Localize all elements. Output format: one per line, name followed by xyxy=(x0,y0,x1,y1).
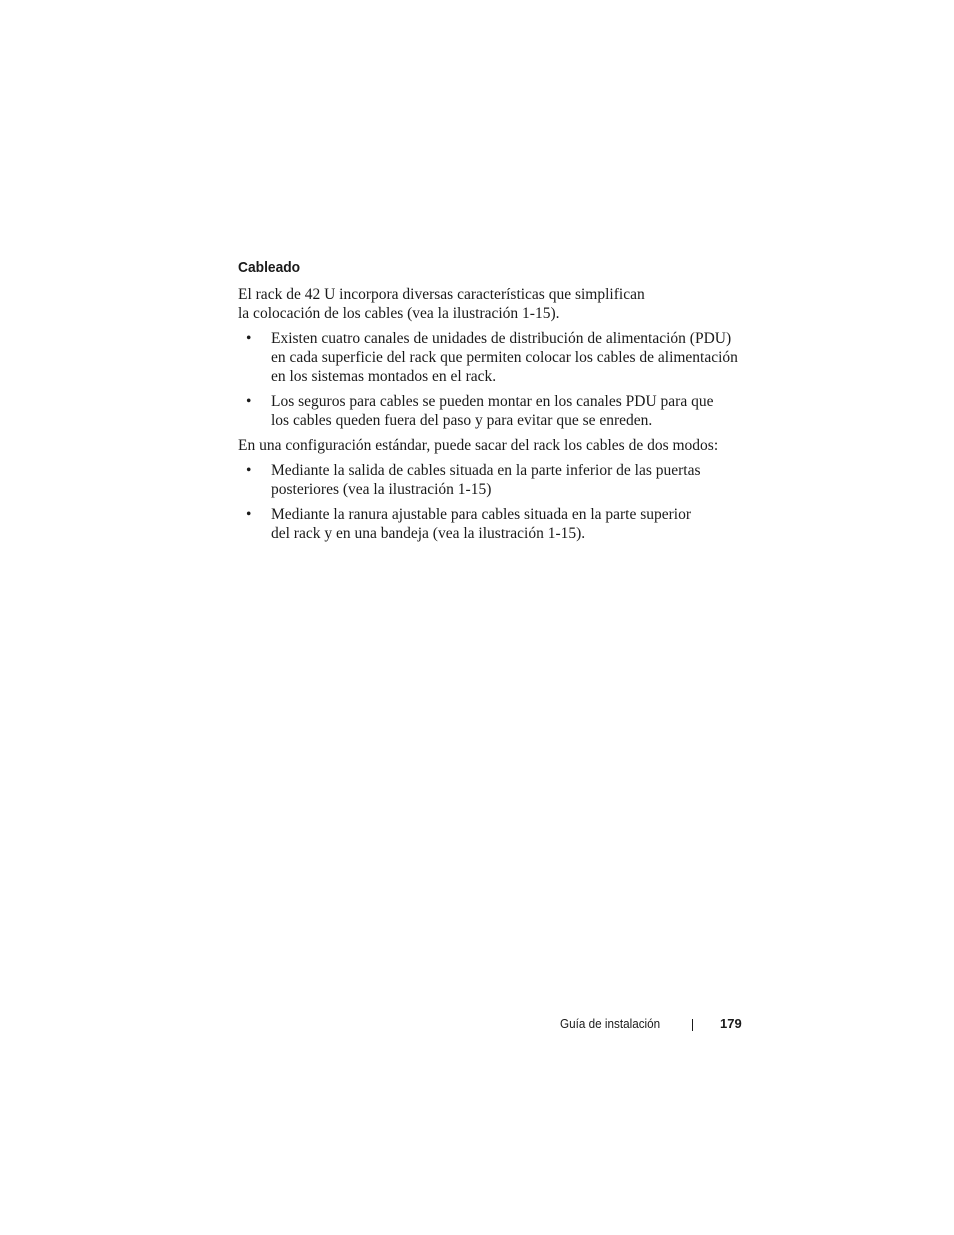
config-line: En una configuración estándar, puede sacar del rack los cables de dos modos: xyxy=(238,437,719,454)
bullet-icon: • xyxy=(246,393,252,410)
config-paragraph xyxy=(238,436,748,455)
footer-title: Guía de instalación xyxy=(560,1016,661,1031)
section-heading: Cableado xyxy=(238,259,301,276)
list-item-line: Mediante la ranura ajustable para cables situada en la parte superior xyxy=(271,506,692,523)
list-item xyxy=(238,505,748,543)
list-item xyxy=(238,461,748,499)
bullet-icon: • xyxy=(246,506,252,523)
list-item-line: los cables queden fuera del paso y para evitar que se enreden. xyxy=(271,412,653,429)
list-item-line: Existen cuatro canales de unidades de distribución de alimentación (PDU) xyxy=(271,330,732,347)
list-item-line: en los sistemas montados en el rack. xyxy=(271,368,497,385)
list-item-line: Los seguros para cables se pueden montar en los canales PDU para que xyxy=(271,393,714,410)
cable-exit-list xyxy=(238,461,748,543)
page-content xyxy=(238,258,748,549)
list-item-line: del rack y en una bandeja (vea la ilustración 1-15). xyxy=(271,525,586,542)
bullet-icon: • xyxy=(246,462,252,479)
list-item xyxy=(238,392,748,430)
list-item xyxy=(238,329,748,386)
intro-line: la colocación de los cables (vea la ilustración 1-15). xyxy=(238,305,560,322)
intro-paragraph xyxy=(238,285,748,323)
features-list xyxy=(238,329,748,430)
list-item-line: en cada superficie del rack que permiten colocar los cables de alimentación xyxy=(271,349,738,366)
bullet-icon: • xyxy=(246,330,252,347)
footer-separator xyxy=(692,1019,693,1031)
list-item-line: posteriores (vea la ilustración 1-15) xyxy=(271,481,492,498)
page-number: 179 xyxy=(720,1016,742,1031)
intro-line: El rack de 42 U incorpora diversas características que simplifican xyxy=(238,286,645,303)
list-item-line: Mediante la salida de cables situada en la parte inferior de las puertas xyxy=(271,462,701,479)
